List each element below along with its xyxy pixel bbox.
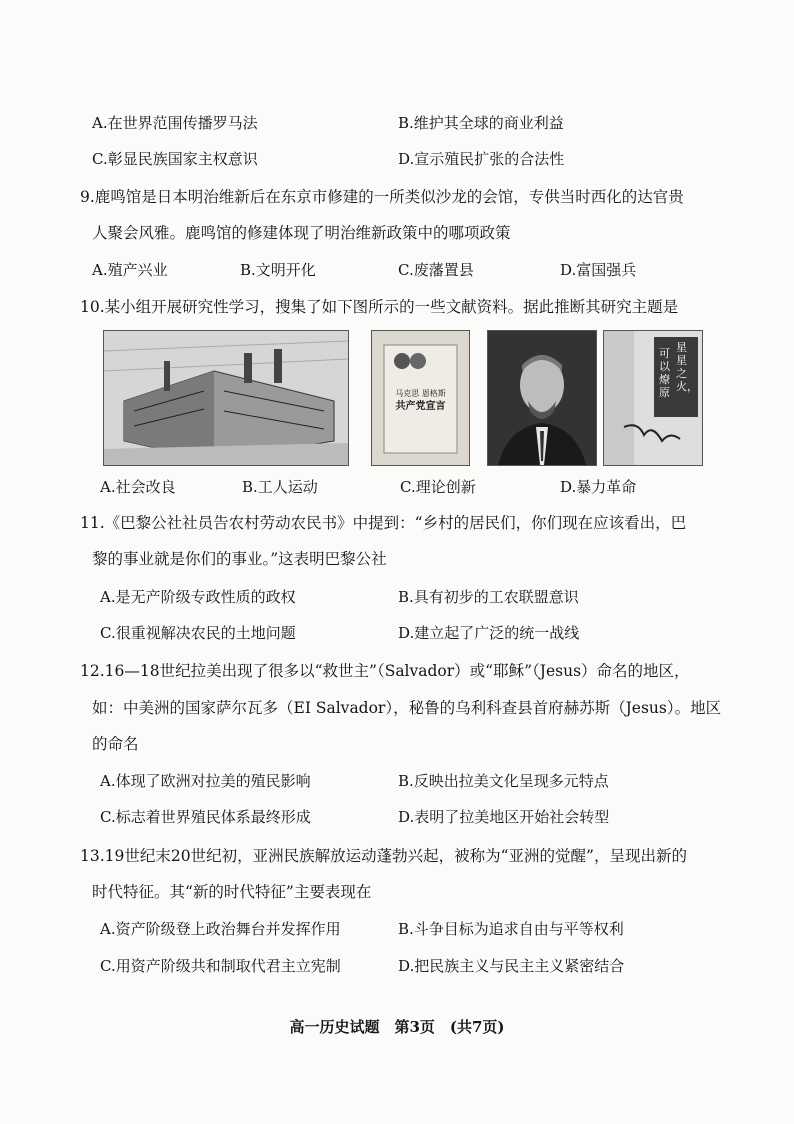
q13-option-a: A.资产阶级登上政治舞台并发挥作用 [100, 920, 341, 938]
q8-option-c: C.彰显民族国家主权意识 [92, 150, 258, 168]
q13-option-d: D.把民族主义与民主主义紧密结合 [398, 957, 625, 975]
q12-stem-line2: 如：中美洲的国家萨尔瓦多（EI Salvador），秘鲁的乌利科查县首府赫苏斯（Jesus）。地区 [92, 699, 722, 717]
q11-stem-line2: 黎的事业就是你们的事业。”这表明巴黎公社 [92, 550, 387, 568]
q8-option-a: A.在世界范围传播罗马法 [92, 114, 258, 132]
q11-stem-line1: 11.《巴黎公社社员告农村劳动农民书》中提到：“乡村的居民们，你们现在应该看出，巴 [80, 514, 687, 532]
q11-option-a: A.是无产阶级专政性质的政权 [100, 588, 296, 606]
q9-option-c: C.废藩置县 [398, 261, 474, 279]
q10-option-b: B.工人运动 [242, 478, 318, 496]
q9-option-b: B.文明开化 [240, 261, 316, 279]
q10-option-d: D.暴力革命 [560, 478, 637, 496]
q8-option-b: B.维护其全球的商业利益 [398, 114, 564, 132]
calligraphy-line2: 可以燎原 [659, 347, 670, 399]
q9-stem-line2: 人聚会风雅。鹿鸣馆的修建体现了明治维新政策中的哪项政策 [92, 224, 511, 242]
q12-option-c: C.标志着世界殖民体系最终形成 [100, 808, 311, 826]
book-title-text: 共产党宣言 [395, 401, 446, 412]
factory-engraving-image [103, 330, 349, 466]
q12-option-d: D.表明了拉美地区开始社会转型 [398, 808, 610, 826]
q13-stem-line1: 13.19世纪末20世纪初，亚洲民族解放运动蓬勃兴起，被称为“亚洲的觉醒”，呈现出新的 [80, 847, 687, 865]
q11-option-b: B.具有初步的工农联盟意识 [398, 588, 579, 606]
manifesto-book-cover-image [371, 330, 470, 466]
lenin-portrait-image [487, 330, 597, 466]
q13-stem-line2: 时代特征。其“新的时代特征”主要表现在 [92, 883, 372, 901]
q9-option-d: D.富国强兵 [560, 261, 637, 279]
q10-option-a: A.社会改良 [100, 478, 176, 496]
q10-option-c: C.理论创新 [400, 478, 476, 496]
q9-option-a: A.殖产兴业 [92, 261, 168, 279]
q8-option-d: D.宣示殖民扩张的合法性 [398, 150, 565, 168]
calligraphy-line1: 星星之火， [676, 341, 698, 393]
book-author-text: 马克思 恩格斯 [395, 389, 446, 398]
q12-stem-line3: 的命名 [92, 735, 139, 753]
q12-stem-line1: 12.16—18世纪拉美出现了很多以“救世主”（Salvador）或“耶稣”（Jesus）命名的地区， [80, 662, 690, 680]
q11-option-d: D.建立起了广泛的统一战线 [398, 624, 580, 642]
q9-stem-line1: 9.鹿鸣馆是日本明治维新后在东京市修建的一所类似沙龙的会馆，专供当时西化的达官贵 [80, 188, 684, 206]
q13-option-b: B.斗争目标为追求自由与平等权利 [398, 920, 624, 938]
page-footer: 高一历史试题 第3页 (共7页) [289, 1018, 505, 1036]
q12-option-b: B.反映出拉美文化呈现多元特点 [398, 772, 609, 790]
q13-option-c: C.用资产阶级共和制取代君主立宪制 [100, 957, 341, 975]
calligraphy-image [603, 330, 703, 466]
q12-option-a: A.体现了欧洲对拉美的殖民影响 [100, 772, 311, 790]
q10-stem: 10.某小组开展研究性学习，搜集了如下图所示的一些文献资料。据此推断其研究主题是 [80, 298, 679, 316]
q11-option-c: C.很重视解决农民的土地问题 [100, 624, 296, 642]
